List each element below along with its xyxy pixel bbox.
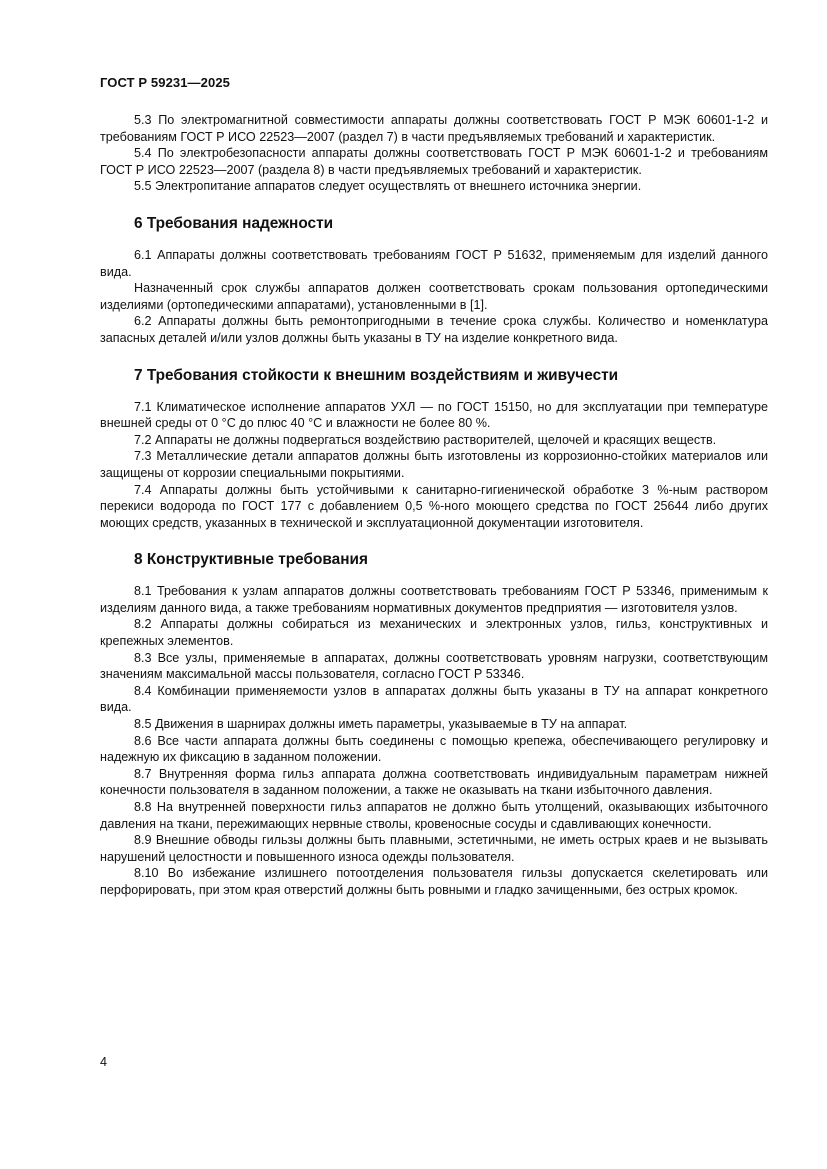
section-heading: 6 Требования надежности [134,214,334,232]
section-heading: 7 Требования стойкости к внешним воздействиям и живучести [134,366,619,384]
paragraph: 8.1 Требования к узлам аппаратов должны соответствовать требованиям ГОСТ Р 53346, применимым к изделиям данного вида, а также требованиям нормативных документов предприятия — изготовителя узлов. [100,584,768,615]
paragraph: 8.9 Внешние обводы гильзы должны быть плавными, эстетичными, не иметь острых краев и не вызывать нарушений целостности и повышенного износа одежды пользователя. [100,833,768,864]
paragraph: 7.1 Климатическое исполнение аппаратов УХЛ — по ГОСТ 15150, но для эксплуатации при температуре внешней среды от 0 °C до плюс 40 °C и влажности не более 80 %. [100,399,768,431]
paragraph: 7.4 Аппараты должны быть устойчивыми к санитарно-гигиенической обработке 3 %-ным раствором перекиси водорода по ГОСТ 177 с добавлением 0,5 %-ного моющего средства по ГОСТ 25644 либо других моющих средств, указанных в технической и эксплуатационной документации изготовителя. [100,482,768,530]
paragraph: 8.2 Аппараты должны собираться из механических и электронных узлов, гильз, конструктивных и крепежных элементов. [100,617,768,649]
document-header: ГОСТ Р 59231—2025 [100,75,230,90]
paragraph: 8.8 На внутренней поверхности гильз аппаратов не должно быть утолщений, оказывающих избыточного давления на ткани, пережимающих нервные стволы, кровеносные сосуды и сдавливающих конечности. [100,800,768,831]
paragraph: 7.2 Аппараты не должны подвергаться воздействию растворителей, щелочей и красящих веществ. [134,432,717,447]
paragraph: 8.6 Все части аппарата должны быть соединены с помощью крепежа, обеспечивающего регулировку и надежную их фиксацию в заданном положении. [100,733,768,765]
section-heading: 8 Конструктивные требования [134,551,368,569]
paragraph: Назначенный срок службы аппаратов должен соответствовать срокам пользования ортопедическими изделиями (ортопедическими аппаратами), установленными в [1]. [100,281,768,312]
paragraph: 8.4 Комбинации применяемости узлов в аппаратах должны быть указаны в ТУ на аппарат конкретного вида. [100,683,768,715]
paragraph: 5.5 Электропитание аппаратов следует осуществлять от внешнего источника энергии. [134,179,642,194]
paragraph: 8.7 Внутренняя форма гильз аппарата должна соответствовать индивидуальным параметрам нижней конечности пользователя в заданном положении, а также не оказывать на ткани избыточного давления. [100,766,768,798]
paragraph: 6.1 Аппараты должны соответствовать требованиям ГОСТ Р 51632, применяемым для изделий данного вида. [100,247,768,279]
paragraph: 8.3 Все узлы, применяемые в аппаратах, должны соответствовать уровням нагрузки, соответствующим значениям максимальной массы пользователя, согласно ГОСТ Р 53346. [100,650,768,682]
paragraph: 8.10 Во избежание излишнего потоотделения пользователя гильзы допускается скелетировать или перфорировать, при этом края отверстий должны быть ровными и гладко зачищенными, без острых кромок. [100,866,768,897]
paragraph: 8.5 Движения в шарнирах должны иметь параметры, указываемые в ТУ на аппарат. [134,717,628,732]
paragraph: 5.3 По электромагнитной совместимости аппараты должны соответствовать ГОСТ Р МЭК 60601-1-2 и требованиям ГОСТ Р ИСО 22523—2007 (раздел 7) в части предъявляемых требований и характеристик. [100,113,768,144]
paragraph: 5.4 По электробезопасности аппараты должны соответствовать ГОСТ Р МЭК 60601-1-2 и требованиям ГОСТ Р ИСО 22523—2007 (раздела 8) в части предъявляемых требований и характеристик. [100,146,768,177]
page-number: 4 [100,1055,108,1069]
paragraph: 6.2 Аппараты должны быть ремонтопригодными в течение срока службы. Количество и номенклатура запасных деталей и/или узлов должны быть указаны в ТУ на изделие конкретного вида. [100,314,768,345]
document-body [100,112,768,899]
paragraph: 7.3 Металлические детали аппаратов должны быть изготовлены из коррозионно-стойких материалов или защищены от коррозии специальными покрытиями. [100,449,768,480]
